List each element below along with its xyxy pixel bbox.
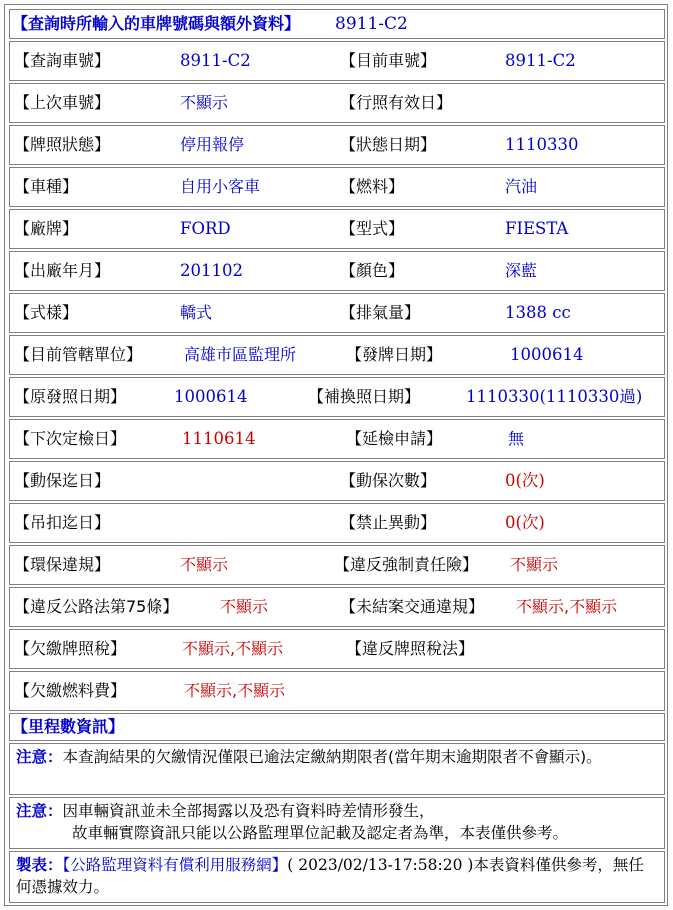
label-vehicle-type: 【車種】 xyxy=(14,177,79,196)
row-manufacture xyxy=(9,251,665,291)
label-style: 【式樣】 xyxy=(14,303,79,322)
label-plate-tax: 【欠繳牌照稅】 xyxy=(14,639,127,658)
label-revoke-until: 【吊扣迄日】 xyxy=(14,513,111,532)
label-fuel-fee: 【欠繳燃料費】 xyxy=(14,681,127,700)
vehicle-info-panel xyxy=(4,4,668,906)
value-insurance: 不顯示 xyxy=(510,555,559,574)
row-revoke xyxy=(9,503,665,543)
value-style: 轎式 xyxy=(180,303,213,322)
value-brand: FORD xyxy=(180,219,231,238)
value-orig-issue: 1000614 xyxy=(174,387,248,406)
query-header-plate: 8911-C2 xyxy=(335,14,408,34)
query-header-row xyxy=(9,9,665,39)
row-fuel-fee xyxy=(9,671,665,711)
label-query-plate: 【查詢車號】 xyxy=(14,51,111,70)
value-plate-status: 停用報停 xyxy=(180,135,245,154)
query-header-title: 【查詢時所輸入的車牌號碼與額外資料】 xyxy=(12,14,301,33)
label-fuel: 【燃料】 xyxy=(340,177,405,196)
label-model: 【型式】 xyxy=(340,219,405,238)
label-office: 【目前管轄單位】 xyxy=(14,345,143,364)
note-1-label: 注意： xyxy=(16,748,63,766)
label-seize-until: 【動保迄日】 xyxy=(14,471,111,490)
value-reissue: 1110330(1110330過) xyxy=(466,387,643,406)
note-2-line-1: 因車輛資訊並未全部揭露以及恐有資料時差情形發生， xyxy=(62,802,435,820)
row-art75 xyxy=(9,587,665,627)
mileage-row xyxy=(9,713,665,741)
label-traffic: 【未結案交通違規】 xyxy=(340,597,485,616)
label-issue-date: 【發牌日期】 xyxy=(346,345,443,364)
label-tax-law: 【違反牌照稅法】 xyxy=(346,639,475,658)
maker-suffix: 本表資料僅供參考，無任何憑據效力。 xyxy=(16,856,644,896)
label-manufacture: 【出廠年月】 xyxy=(14,261,111,280)
value-plate-tax: 不顯示,不顯示 xyxy=(182,639,284,658)
value-env-violation: 不顯示 xyxy=(180,555,229,574)
label-displacement: 【排氣量】 xyxy=(340,303,421,322)
value-fuel: 汽油 xyxy=(505,177,538,196)
value-next-inspect: 1110614 xyxy=(182,429,256,448)
row-plate-status xyxy=(9,125,665,165)
mileage-title: 【里程數資訊】 xyxy=(12,717,125,736)
value-status-date: 1110330 xyxy=(505,135,579,154)
label-delay-apply: 【延檢申請】 xyxy=(346,429,443,448)
label-env-violation: 【環保違規】 xyxy=(14,555,111,574)
label-reissue: 【補換照日期】 xyxy=(308,387,421,406)
value-fuel-fee: 不顯示,不顯示 xyxy=(184,681,286,700)
row-env xyxy=(9,545,665,585)
row-seize xyxy=(9,461,665,501)
row-vehicle-type xyxy=(9,167,665,207)
row-next-inspect xyxy=(9,419,665,459)
value-model: FIESTA xyxy=(505,219,569,238)
value-vehicle-type: 自用小客車 xyxy=(180,177,261,196)
label-orig-issue: 【原發照日期】 xyxy=(14,387,127,406)
row-style xyxy=(9,293,665,333)
value-ban-change: 0(次) xyxy=(505,513,545,532)
label-color: 【顏色】 xyxy=(340,261,405,280)
value-art75: 不顯示 xyxy=(220,597,269,616)
value-current-plate: 8911-C2 xyxy=(505,51,576,70)
row-plate xyxy=(9,41,665,81)
maker-source: 【公路監理資料有償利用服務網】 xyxy=(62,856,288,874)
maker-note xyxy=(9,851,665,903)
label-insurance: 【違反強制責任險】 xyxy=(334,555,479,574)
label-current-plate: 【目前車號】 xyxy=(340,51,437,70)
value-color: 深藍 xyxy=(505,261,538,280)
row-orig-issue xyxy=(9,377,665,417)
row-office xyxy=(9,335,665,375)
value-office: 高雄市區監理所 xyxy=(184,345,297,364)
maker-label: 製表： xyxy=(16,856,63,874)
label-last-plate: 【上次車號】 xyxy=(14,93,111,112)
label-art75: 【違反公路法第75條】 xyxy=(14,597,179,616)
value-query-plate: 8911-C2 xyxy=(180,51,251,70)
row-plate-tax xyxy=(9,629,665,669)
label-brand: 【廠牌】 xyxy=(14,219,79,238)
value-manufacture: 201102 xyxy=(180,261,243,280)
note-1 xyxy=(9,743,665,795)
value-delay-apply: 無 xyxy=(508,429,525,448)
note-2-line-2: 故車輛實際資訊只能以公路監理單位記載及認定者為準，本表僅供參考。 xyxy=(72,824,569,842)
row-last-plate xyxy=(9,83,665,123)
note-1-text: 本查詢結果的欠繳情況僅限已逾法定繳納期限者(當年期末逾期限者不會顯示)。 xyxy=(62,748,602,766)
value-displacement: 1388 cc xyxy=(505,303,571,322)
label-ban-change: 【禁止異動】 xyxy=(340,513,437,532)
label-license-valid: 【行照有效日】 xyxy=(340,93,453,112)
note-2-label: 注意： xyxy=(16,802,63,820)
value-last-plate: 不顯示 xyxy=(180,93,229,112)
label-seize-count: 【動保次數】 xyxy=(340,471,437,490)
label-plate-status: 【牌照狀態】 xyxy=(14,135,111,154)
note-2 xyxy=(9,797,665,849)
value-traffic: 不顯示,不顯示 xyxy=(516,597,618,616)
label-next-inspect: 【下次定檢日】 xyxy=(14,429,127,448)
row-brand xyxy=(9,209,665,249)
maker-time: ( 2023/02/13-17:58:20 ) xyxy=(287,856,474,874)
value-issue-date: 1000614 xyxy=(510,345,584,364)
label-status-date: 【狀態日期】 xyxy=(340,135,437,154)
value-seize-count: 0(次) xyxy=(505,471,545,490)
